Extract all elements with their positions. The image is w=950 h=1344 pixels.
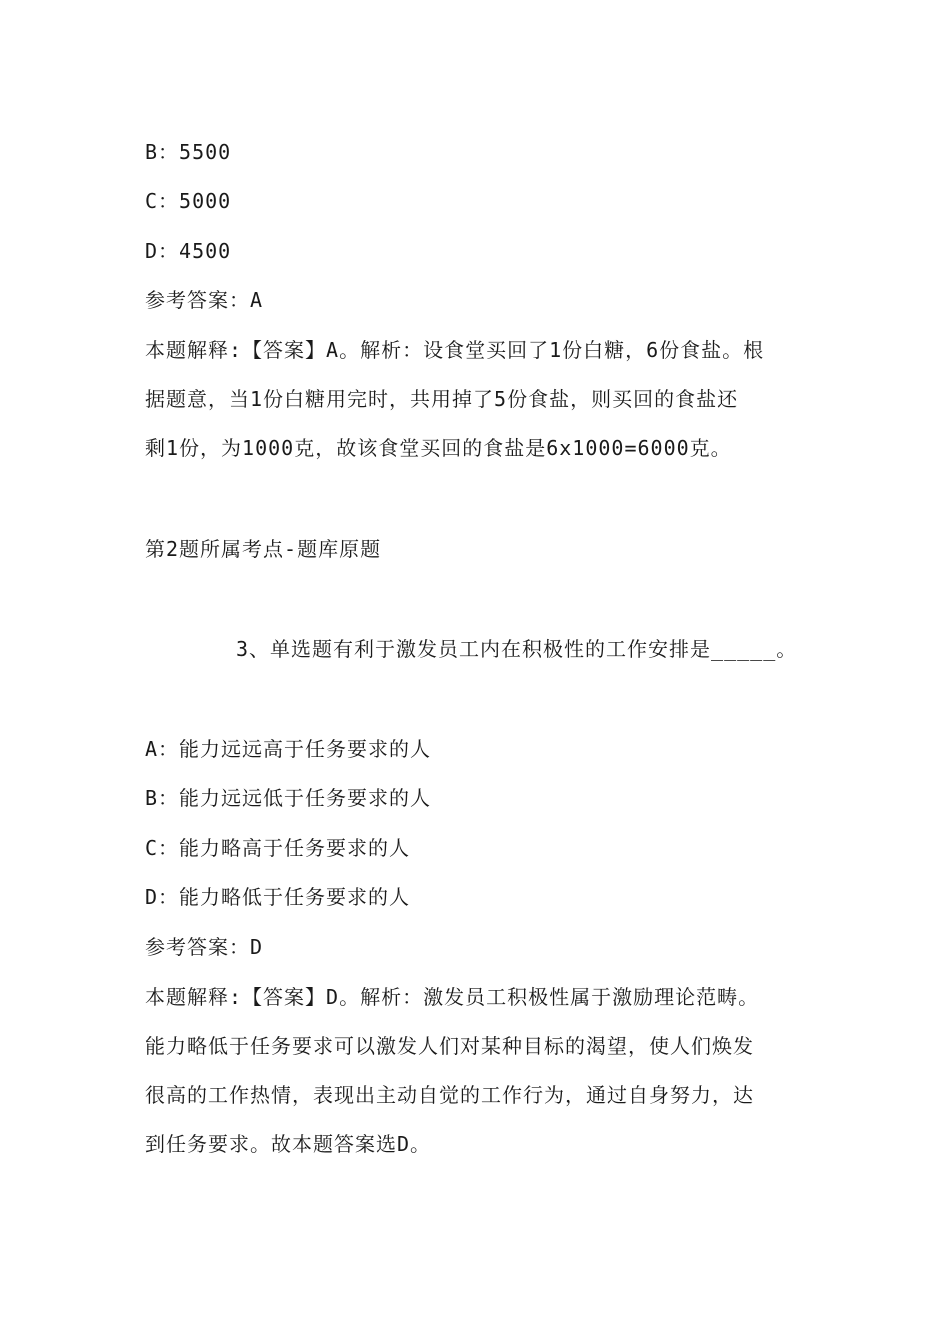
- q3-explanation: [145, 973, 810, 1169]
- q3-option-d: D：能力略低于任务要求的人: [145, 885, 411, 909]
- q2-option-c: C：5000: [145, 189, 232, 213]
- q2-option-b: B：5500: [145, 140, 232, 164]
- q2-topic: 第2题所属考点-题库原题: [145, 537, 382, 561]
- q3-explanation-line: 很高的工作热情，表现出主动自觉的工作行为，通过自身努力，达: [145, 1083, 754, 1107]
- q3-option-c: C：能力略高于任务要求的人: [145, 836, 411, 860]
- q3-explanation-line: 本题解释:【答案】D。解析：激发员工积极性属于激励理论范畴。: [145, 985, 760, 1009]
- q2-explanation: [145, 326, 810, 473]
- q2-explanation-line: 剩1份，为1000克，故该食堂买回的食盐是6x1000=6000克。: [145, 436, 732, 460]
- q3-answer: 参考答案：D: [145, 935, 264, 959]
- q3-option-a: A：能力远远高于任务要求的人: [145, 737, 432, 761]
- q2-answer: 参考答案：A: [145, 288, 264, 312]
- q3-explanation-line: 能力略低于任务要求可以激发人们对某种目标的渴望，使人们焕发: [145, 1034, 754, 1058]
- q2-explanation-line: 据题意，当1份白糖用完时，共用掉了5份食盐，则买回的食盐还: [145, 387, 739, 411]
- q3-option-b: B：能力远远低于任务要求的人: [145, 786, 432, 810]
- q2-explanation-line: 本题解释:【答案】A。解析：设食堂买回了1份白糖，6份食盐。根: [145, 338, 765, 362]
- q3-explanation-line: 到任务要求。故本题答案选D。: [145, 1132, 432, 1156]
- q3-question: 3、单选题有利于激发员工内在积极性的工作安排是_____。: [236, 637, 798, 661]
- q2-option-d: D：4500: [145, 239, 232, 263]
